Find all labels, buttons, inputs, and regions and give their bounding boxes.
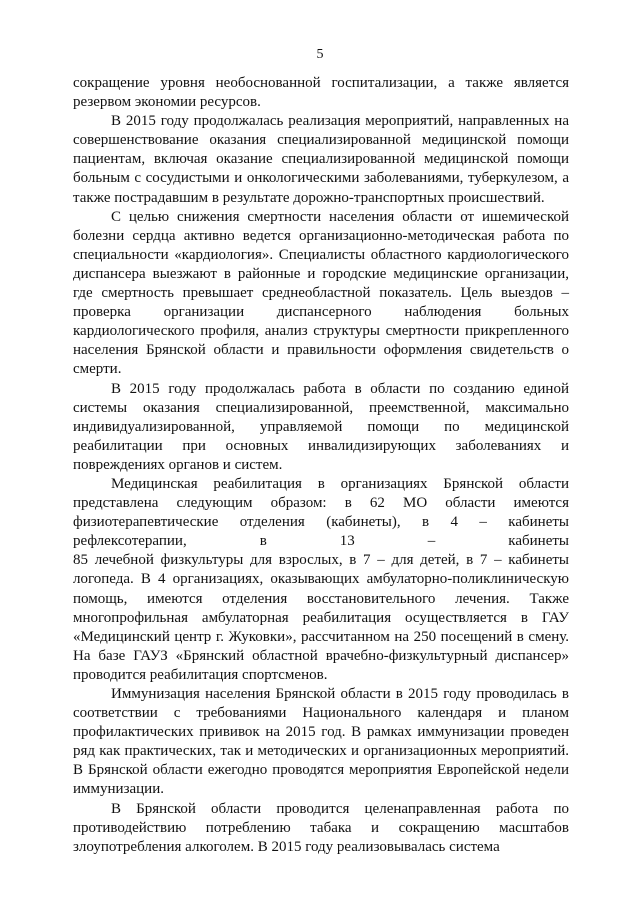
paragraph: В 2015 году продолжалась работа в области по созданию единой системы оказания специализированной, преемственной, максимально индивидуализированной, управляемой помощи по медицинской реабилитации при основных инвалидизирующих заболеваниях и повреждениях органов и систем. xyxy=(73,380,569,473)
page-number: 5 xyxy=(316,47,324,62)
paragraph: В Брянской области проводится целенаправленная работа по противодействию потреблению табака и сокращению масштабов злоупотребления алкоголем. В 2015 году реализовывалась система xyxy=(73,800,569,855)
document-body xyxy=(73,74,569,857)
paragraph: С целью снижения смертности населения области от ишемической болезни сердца активно ведется организационно-методическая работа по специальности «кардиология». Специалисты областного кардиологического диспансера выезжают в районные и городские медицинские организации, где смертность превышает среднеобластной показатель. Цель выездов – проверка организации диспансерного наблюдения больных кардиологического профиля, анализ структуры смертности прикрепленного населения Брянской области и правильности оформления свидетельств о смерти. xyxy=(73,208,569,378)
paragraph: Медицинская реабилитация в организациях Брянской области представлена следующим образом: в 62 МО области имеются физиотерапевтические отделения (кабинеты), в 4 – кабинеты рефлексотерапии, в 13 – кабинеты xyxy=(73,475,569,550)
paragraph: В 2015 году продолжалась реализация мероприятий, направленных на совершенствование оказания специализированной медицинской помощи пациентам, включая оказание специализированной медицинской помощи больным с сосудистыми и онкологическими заболеваниями, туберкулезом, а также пострадавшим в результате дорожно-транспортных происшествий. xyxy=(73,113,569,206)
paragraph: 85 лечебной физкультуры для взрослых, в 7 – для детей, в 7 – кабинеты логопеда. В 4 организациях, оказывающих амбулаторно-поликлиническую помощь, имеются отделения восстановительного лечения. Также многопрофильная амбулаторная реабилитация осуществляется в ГАУ «Медицинский центр г. Жуковки», рассчитанном на 250 посещений в смену. На базе ГАУЗ «Брянский областной врачебно-физкультурный диспансер» проводится реабилитация спортсменов. xyxy=(73,552,569,683)
paragraph: сокращение уровня необоснованной госпитализации, а также является резервом экономии ресурсов. xyxy=(73,75,569,111)
paragraph: Иммунизация населения Брянской области в 2015 году проводилась в соответствии с требованиями Национального календаря и планом профилактических прививок на 2015 год. В рамках иммунизации проведен ряд как практических, так и методических и организационных мероприятий. В Брянской области ежегодно проводятся мероприятия Европейской недели иммунизации. xyxy=(73,686,569,798)
